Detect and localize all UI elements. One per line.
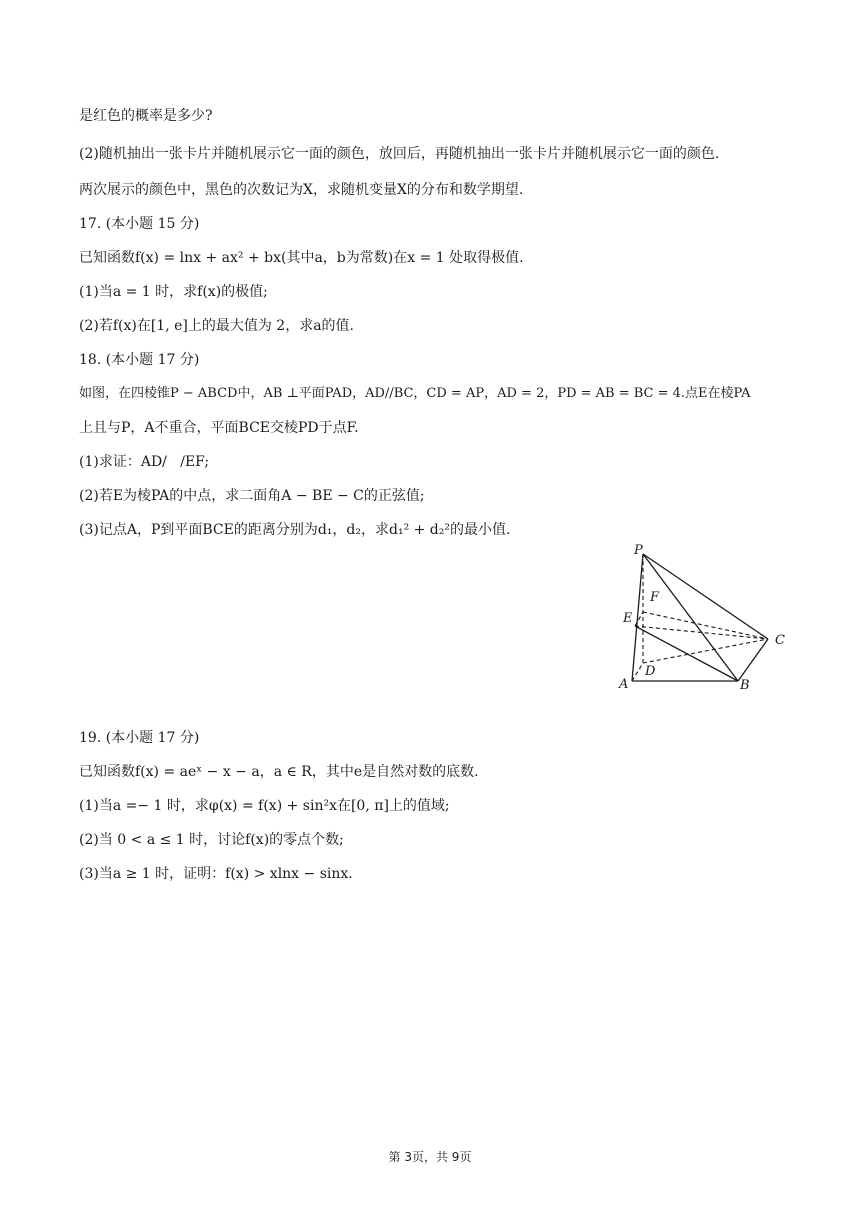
edge-DC — [643, 639, 768, 663]
problem-18-part-2: (2)若E为棱PA的中点，求二面角A − BE − C的正弦值; — [79, 488, 425, 504]
label-B: B — [740, 678, 750, 693]
label-C: C — [775, 633, 785, 648]
problem-19-stem: 已知函数f(x) = aeˣ − x − a，a ∈ R，其中e是自然对数的底数. — [79, 764, 479, 780]
pyramid-figure — [612, 540, 796, 693]
label-D: D — [645, 664, 656, 679]
text-line-1: 是红色的概率是多少? — [79, 108, 213, 124]
problem-19-part-2: (2)当 0 < a ≤ 1 时，讨论f(x)的零点个数; — [79, 832, 344, 848]
problem-19-part-1: (1)当a =− 1 时，求φ(x) = f(x) + sin²x在[0, π]上的值域; — [79, 798, 450, 814]
problem-18-part-3: (3)记点A，P到平面BCE的距离分别为d₁，d₂，求d₁² + d₂²的最小值. — [79, 522, 511, 538]
text-line-2: (2)随机抽出一张卡片并随机展示它一面的颜色，放回后，再随机抽出一张卡片并随机展示它一面的颜色. — [79, 146, 720, 162]
problem-18-stem-2: 上且与P，A不重合，平面BCE交棱PD于点F. — [79, 420, 359, 436]
label-F: F — [650, 590, 660, 605]
problem-17-part-1: (1)当a = 1 时，求f(x)的极值; — [79, 284, 268, 300]
pyramid-diagram — [612, 540, 796, 693]
page-footer: 第 3页，共 9页 — [388, 1150, 472, 1164]
edge-EF — [635, 612, 643, 626]
edge-PA — [632, 554, 643, 681]
problem-18-part-1: (1)求证：AD/ /EF; — [79, 454, 210, 470]
problem-19-heading: 19. (本小题 17 分) — [79, 730, 200, 746]
label-A: A — [619, 677, 629, 692]
problem-17-part-2: (2)若f(x)在[1, e]上的最大值为 2，求a的值. — [79, 318, 355, 334]
text-line-3: 两次展示的颜色中，黑色的次数记为X，求随机变量X的分布和数学期望. — [79, 182, 524, 198]
edge-BC — [738, 639, 768, 681]
problem-19-part-3: (3)当a ≥ 1 时，证明：f(x) > xlnx − sinx. — [79, 866, 353, 882]
label-P: P — [634, 543, 643, 558]
problem-17-stem: 已知函数f(x) = lnx + ax² + bx(其中a，b为常数)在x = 1 处取得极值. — [79, 250, 524, 266]
problem-18-stem-1: 如图，在四棱锥P − ABCD中，AB ⊥平面PAD，AD//BC，CD = AP，AD = 2，PD = AB = BC = 4.点E在棱PA — [79, 386, 751, 401]
edge-PB — [643, 554, 738, 681]
label-E: E — [623, 611, 633, 626]
problem-17-heading: 17. (本小题 15 分) — [79, 216, 200, 232]
problem-18-heading: 18. (本小题 17 分) — [79, 352, 200, 368]
edge-PC — [643, 554, 768, 639]
